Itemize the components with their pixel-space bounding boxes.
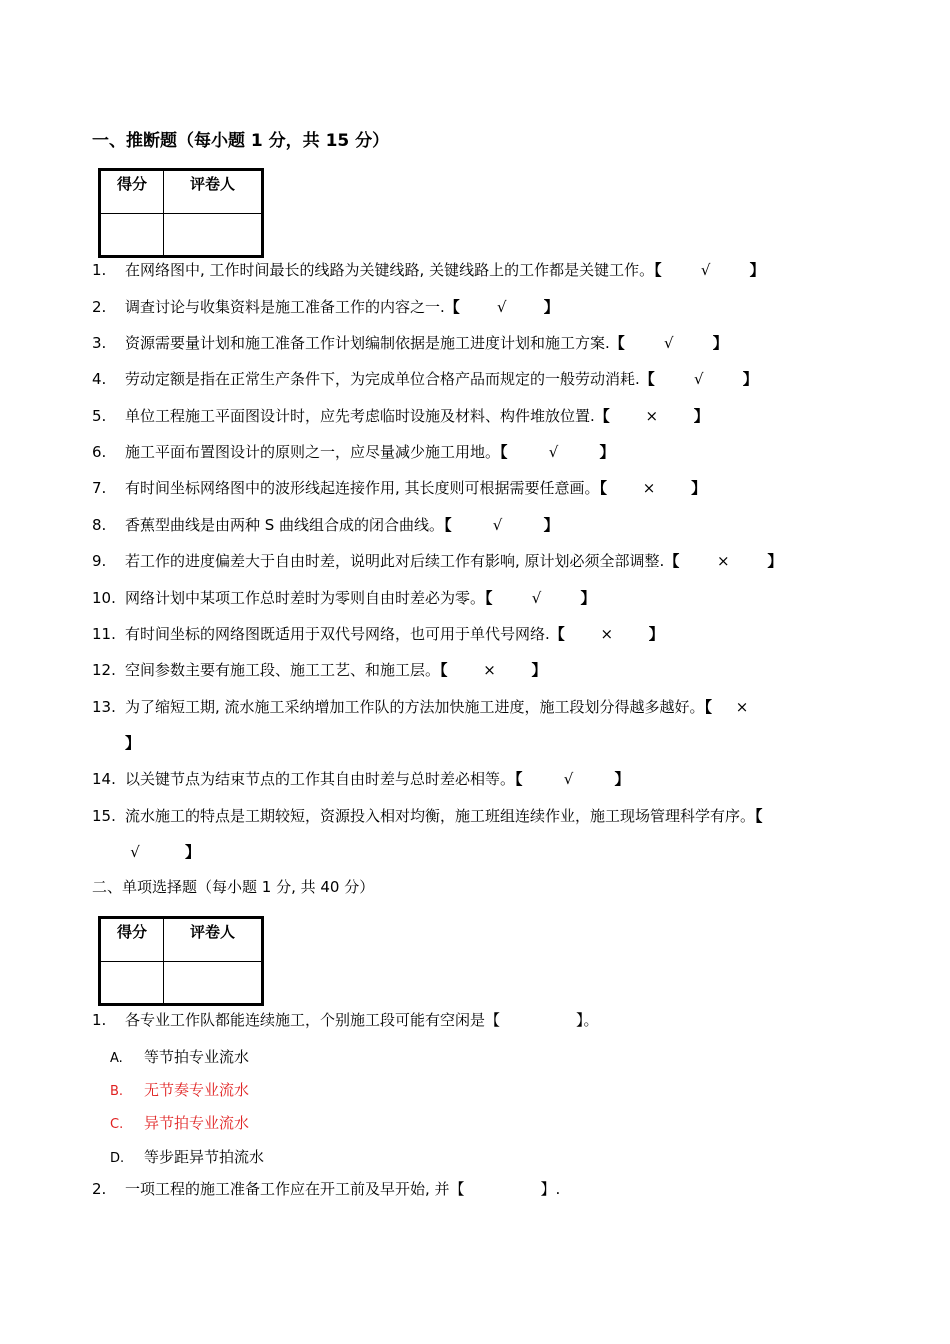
score-cell xyxy=(100,214,164,257)
question-text: 有时间坐标的网络图既适用于双代号网络，也可用于单代号网络. xyxy=(125,625,550,643)
answer-mark: √ xyxy=(694,370,704,388)
question-2: 2. 调查讨论与收集资料是施工准备工作的内容之一.【 √ 】 xyxy=(92,289,852,325)
score-table-2 xyxy=(98,916,264,1006)
answer-mark: √ xyxy=(492,516,503,534)
question-text: 各专业工作队都能连续施工，个别施工段可能有空闲是【 xyxy=(125,1011,501,1029)
grader-header: 评卷人 xyxy=(164,918,263,962)
option-d: D. 等步距异节拍流水 xyxy=(110,1148,265,1166)
score-cell xyxy=(100,962,164,1005)
question-text: 为了缩短工期, 流水施工采纳增加工作队的方法加快施工进度，施工段划分得越多越好。 xyxy=(125,698,705,716)
answer-mark: × xyxy=(600,625,614,643)
section2-title: 二、单项选择题（每小题 1 分, 共 40 分） xyxy=(92,878,375,896)
question-text: 一项工程的施工准备工作应在开工前及早开始, 并【 xyxy=(125,1180,465,1198)
question-text: 劳动定额是指在正常生产条件下，为完成单位合格产品而规定的一般劳动消耗. xyxy=(125,370,640,388)
answer-mark: √ xyxy=(531,589,542,607)
question-8: 8. 香蕉型曲线是由两种 S 曲线组合成的闭合曲线。【 √ 】 xyxy=(92,507,852,543)
question-text: 施工平面布置图设计的原则之一，应尽量减少施工用地。 xyxy=(125,443,501,461)
question-text: 有时间坐标网络图中的波形线起连接作用, 其长度则可根据需要任意画。 xyxy=(125,479,600,497)
section1-title: 一、推断题（每小题 1 分，共 15 分） xyxy=(92,131,390,151)
question-4: 4. 劳动定额是指在正常生产条件下，为完成单位合格产品而规定的一般劳动消耗.【 √ 】 xyxy=(92,361,852,397)
question-text: 资源需要量计划和施工准备工作计划编制依据是施工进度计划和施工方案. xyxy=(125,334,610,352)
question-6: 6. 施工平面布置图设计的原则之一，应尽量减少施工用地。【 √ 】 xyxy=(92,434,852,470)
question-9: 9. 若工作的进度偏差大于自由时差，说明此对后续工作有影响, 原计划必须全部调整.【 × 】 xyxy=(92,543,852,579)
answer-mark: × xyxy=(717,552,730,570)
question-14: 14. 以关键节点为结束节点的工作其自由时差与总时差必相等。【 √ 】 xyxy=(92,761,852,797)
answer-mark: × xyxy=(735,698,749,716)
answer-mark: √ xyxy=(700,261,711,279)
option-a: A. 等节拍专业流水 xyxy=(110,1048,250,1066)
answer-mark: × xyxy=(642,479,656,497)
question-text: 若工作的进度偏差大于自由时差，说明此对后续工作有影响, 原计划必须全部调整. xyxy=(125,552,665,570)
question-13: 13. 为了缩短工期, 流水施工采纳增加工作队的方法加快施工进度，施工段划分得越多越好。【 × xyxy=(92,689,852,725)
answer-mark: √ xyxy=(497,298,507,316)
score-table-1 xyxy=(98,168,264,258)
answer-mark: √ xyxy=(130,843,140,861)
grader-cell xyxy=(164,214,263,257)
question-text: 香蕉型曲线是由两种 S 曲线组合成的闭合曲线。 xyxy=(125,516,445,534)
question-text: 网络计划中某项工作总时差时为零则自由时差必为零。 xyxy=(125,589,486,607)
answer-mark: × xyxy=(645,407,659,425)
answer-mark: √ xyxy=(563,770,574,788)
question-13-continuation: 】 xyxy=(125,734,141,752)
question-5: 5. 单位工程施工平面图设计时，应先考虑临时设施及材料、构件堆放位置.【 × 】 xyxy=(92,398,852,434)
question-text: 以关键节点为结束节点的工作其自由时差与总时差必相等。 xyxy=(125,770,516,788)
option-c: C. 异节拍专业流水 xyxy=(110,1114,250,1132)
question-12: 12. 空间参数主要有施工段、施工工艺、和施工层。【 × 】 xyxy=(92,652,852,688)
question-3: 3. 资源需要量计划和施工准备工作计划编制依据是施工进度计划和施工方案.【 √ 】 xyxy=(92,325,852,361)
answer-mark: √ xyxy=(664,334,674,352)
mc-question-1: 1. 各专业工作队都能连续施工，个别施工段可能有空闲是【 】。 xyxy=(92,1011,599,1029)
question-text: 在网络图中, 工作时间最长的线路为关键线路, 关键线路上的工作都是关键工作。 xyxy=(125,261,655,279)
question-15-continuation: √ 】 xyxy=(125,834,885,870)
question-text: 单位工程施工平面图设计时，应先考虑临时设施及材料、构件堆放位置. xyxy=(125,407,595,425)
question-text: 空间参数主要有施工段、施工工艺、和施工层。 xyxy=(125,661,441,679)
score-header: 得分 xyxy=(100,170,164,214)
question-7: 7. 有时间坐标网络图中的波形线起连接作用, 其长度则可根据需要任意画。【 × 】 xyxy=(92,470,852,506)
grader-cell xyxy=(164,962,263,1005)
grader-header: 评卷人 xyxy=(164,170,263,214)
score-header: 得分 xyxy=(100,918,164,962)
question-11: 11. 有时间坐标的网络图既适用于双代号网络，也可用于单代号网络.【 × 】 xyxy=(92,616,852,652)
question-15: 15. 流水施工的特点是工期较短，资源投入相对均衡，施工班组连续作业，施工现场管理科学有序。【 xyxy=(92,807,763,825)
answer-mark: √ xyxy=(548,443,559,461)
option-b: B. 无节奏专业流水 xyxy=(110,1081,250,1099)
mc-question-2: 2. 一项工程的施工准备工作应在开工前及早开始, 并【 】. xyxy=(92,1180,561,1198)
question-text: 调查讨论与收集资料是施工准备工作的内容之一. xyxy=(125,298,445,316)
question-1: 1. 在网络图中, 工作时间最长的线路为关键线路, 关键线路上的工作都是关键工作。【 √ 】 xyxy=(92,252,852,288)
question-10: 10. 网络计划中某项工作总时差时为零则自由时差必为零。【 √ 】 xyxy=(92,580,852,616)
answer-mark: × xyxy=(483,661,496,679)
question-text: 流水施工的特点是工期较短，资源投入相对均衡，施工班组连续作业，施工现场管理科学有序。 xyxy=(125,807,756,825)
